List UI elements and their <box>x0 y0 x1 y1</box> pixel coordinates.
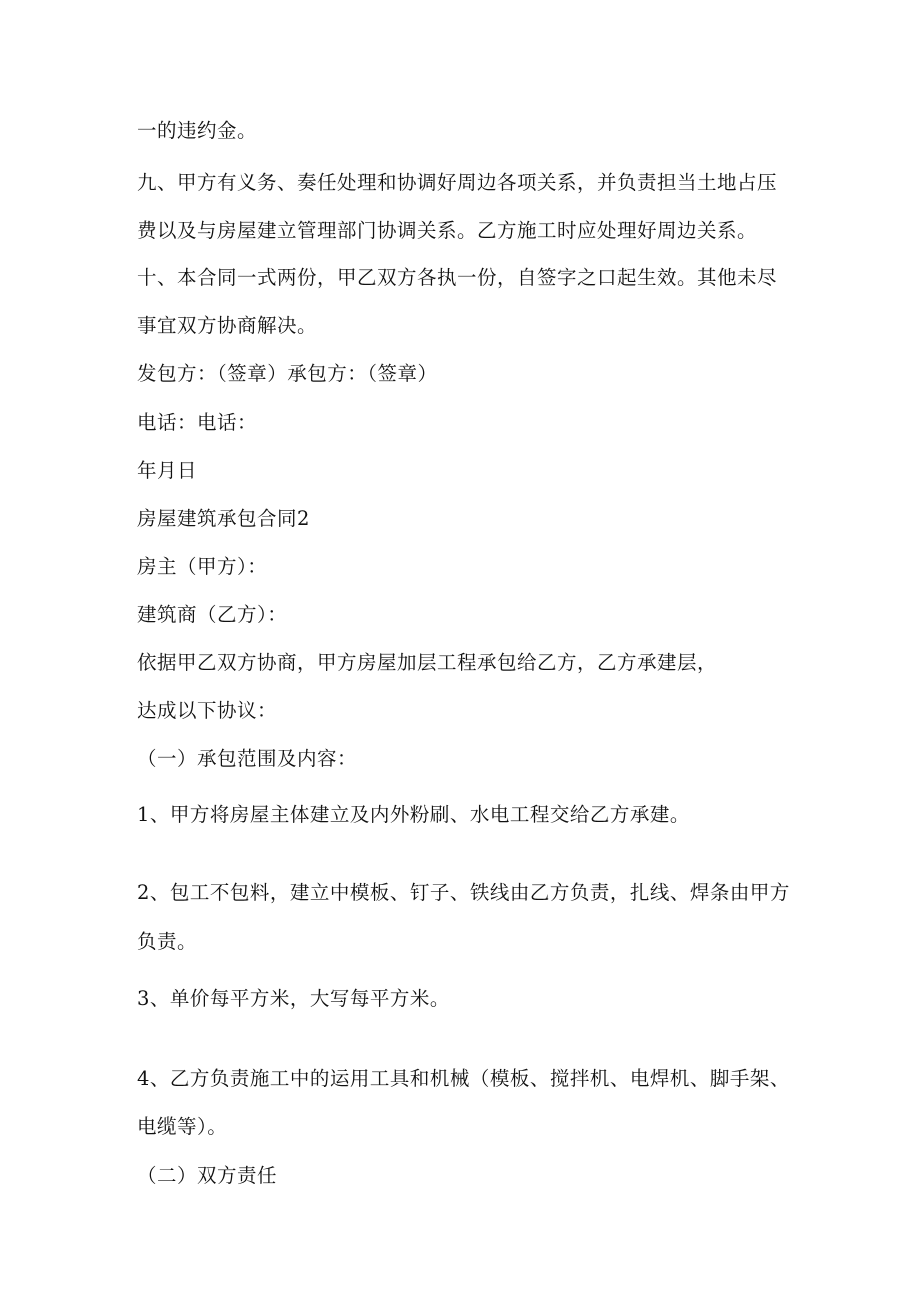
text-line: 事宜双方协商解决。 <box>137 314 318 337</box>
section-heading: （二）双方责任 <box>137 1164 278 1187</box>
text-line: 房主（甲方）： <box>137 555 268 578</box>
text-line: 电缆等）。 <box>137 1115 228 1138</box>
text-line: 发包方：（签章）承包方：（签章） <box>137 362 438 385</box>
text-line: 年月日 <box>137 459 198 482</box>
text-line: 十、本合同一式两份，甲乙双方各执一份，自签字之口起生效。其他未尽 <box>137 266 778 289</box>
text-line: 负责。 <box>137 930 198 953</box>
section-heading: （一）承包范围及内容： <box>137 747 358 770</box>
document-subtitle: 房屋建筑承包合同2 <box>137 507 310 530</box>
text-line: 九、甲方有义务、奏任处理和协调好周边各项关系，并负责担当土地占压 <box>137 171 778 194</box>
text-line: 4、乙方负责施工中的运用工具和机械（模板、搅拌机、电焊机、脚手架、 <box>137 1067 790 1090</box>
text-line: 1、甲方将房屋主体建立及内外粉刷、水电工程交给乙方承建。 <box>137 803 690 826</box>
text-line: 建筑商（乙方）： <box>137 603 288 626</box>
text-line: 达成以下协议： <box>137 699 278 722</box>
text-line: 2、包工不包料，建立中模板、钉子、铁线由乙方负责，扎线、焊条由甲方 <box>137 881 790 904</box>
text-line: 依据甲乙双方协商，甲方房屋加层工程承包给乙方，乙方承建层， <box>137 651 718 674</box>
text-line: 费以及与房屋建立管理部门协调关系。乙方施工时应处理好周边关系。 <box>137 219 758 242</box>
text-line: 一的违约金。 <box>137 119 258 142</box>
text-line: 3、单价每平方米，大写每平方米。 <box>137 987 450 1010</box>
text-line: 电话：电话： <box>137 411 258 434</box>
